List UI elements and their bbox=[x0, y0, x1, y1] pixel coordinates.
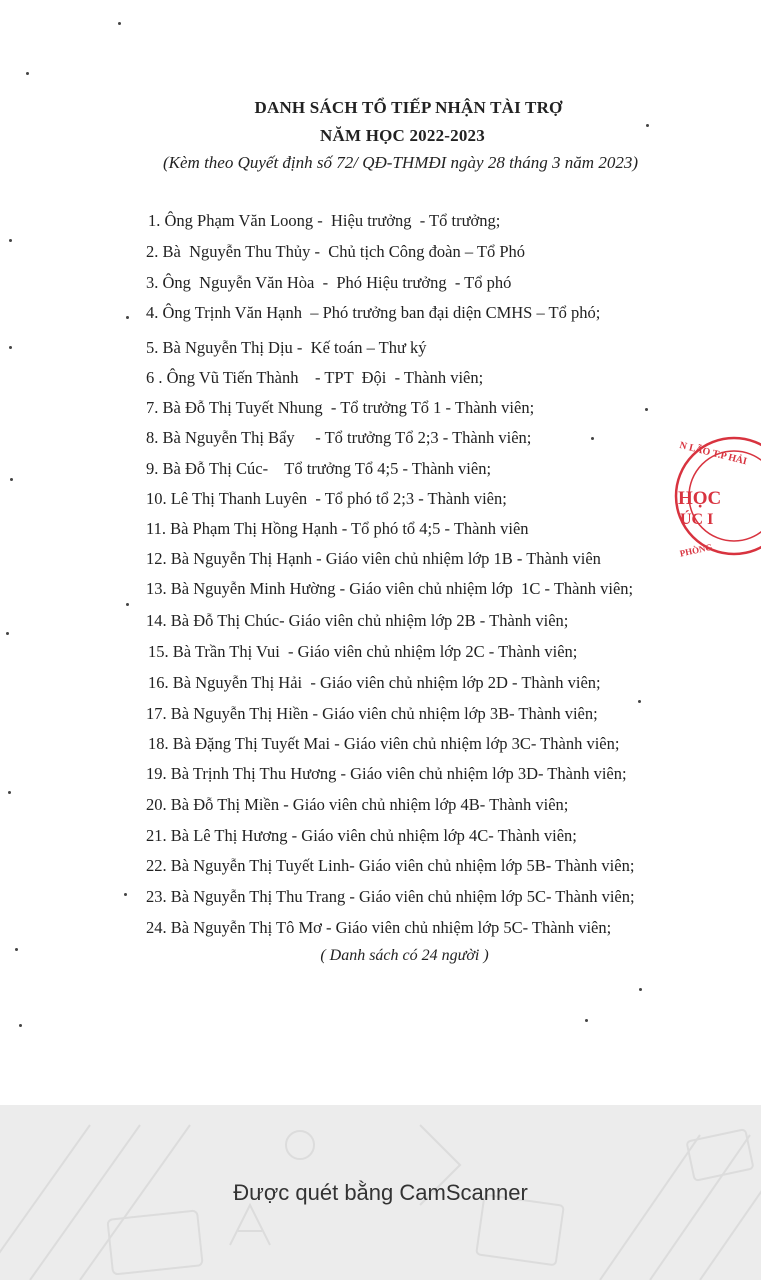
list-item: 8. Bà Nguyễn Thị Bẩy - Tổ trưởng Tổ 2;3 - Thành viên; bbox=[146, 428, 532, 447]
school-year-title: NĂM HỌC 2022-2023 bbox=[320, 126, 485, 145]
list-item: 12. Bà Nguyễn Thị Hạnh - Giáo viên chủ nhiệm lớp 1B - Thành viên bbox=[146, 549, 601, 568]
scan-speck bbox=[6, 632, 9, 635]
list-item: 13. Bà Nguyễn Minh Hường - Giáo viên chủ nhiệm lớp 1C - Thành viên; bbox=[146, 579, 634, 598]
scan-speck bbox=[126, 603, 129, 606]
stamp-seal bbox=[672, 434, 761, 564]
list-item: 1. Ông Phạm Văn Loong - Hiệu trưởng - Tổ trưởng; bbox=[148, 211, 501, 230]
list-item: 16. Bà Nguyễn Thị Hải - Giáo viên chủ nhiệm lớp 2D - Thành viên; bbox=[148, 673, 601, 692]
scan-speck bbox=[9, 346, 12, 349]
scan-speck bbox=[646, 124, 649, 127]
stamp-text-top: N LÃO T.P HẢI bbox=[678, 440, 748, 468]
list-item: 3. Ông Nguyễn Văn Hòa - Phó Hiệu trưởng - Tổ phó bbox=[146, 273, 512, 292]
stamp-text-bottom: PHÒNG bbox=[678, 541, 714, 559]
list-item: 20. Bà Đỗ Thị Miền - Giáo viên chủ nhiệm lớp 4B- Thành viên; bbox=[146, 795, 569, 814]
scan-speck bbox=[645, 408, 648, 411]
scan-speck bbox=[8, 791, 11, 794]
list-item: 7. Bà Đỗ Thị Tuyết Nhung - Tổ trưởng Tổ 1 - Thành viên; bbox=[146, 398, 535, 417]
list-item: 24. Bà Nguyễn Thị Tô Mơ - Giáo viên chủ nhiệm lớp 5C- Thành viên; bbox=[146, 918, 612, 937]
scan-speck bbox=[10, 478, 13, 481]
stamp-text-sub: ÚC I bbox=[680, 511, 714, 528]
count-note: ( Danh sách có 24 người ) bbox=[320, 947, 489, 964]
list-item: 6 . Ông Vũ Tiến Thành - TPT Đội - Thành viên; bbox=[146, 368, 484, 387]
scan-speck bbox=[118, 22, 121, 25]
list-item: 19. Bà Trịnh Thị Thu Hương - Giáo viên chủ nhiệm lớp 3D- Thành viên; bbox=[146, 764, 627, 783]
scan-speck bbox=[126, 316, 129, 319]
list-item: 9. Bà Đỗ Thị Cúc- Tổ trưởng Tổ 4;5 - Thành viên; bbox=[146, 459, 492, 478]
scan-speck bbox=[19, 1024, 22, 1027]
list-item: 23. Bà Nguyễn Thị Thu Trang - Giáo viên chủ nhiệm lớp 5C- Thành viên; bbox=[146, 887, 635, 906]
list-item: 14. Bà Đỗ Thị Chúc- Giáo viên chủ nhiệm lớp 2B - Thành viên; bbox=[146, 611, 569, 630]
official-stamp bbox=[672, 434, 761, 564]
stamp-text-mid: HỌC bbox=[678, 488, 722, 509]
list-item: 22. Bà Nguyễn Thị Tuyết Linh- Giáo viên chủ nhiệm lớp 5B- Thành viên; bbox=[146, 856, 635, 875]
scan-speck bbox=[585, 1019, 588, 1022]
list-item: 15. Bà Trần Thị Vui - Giáo viên chủ nhiệm lớp 2C - Thành viên; bbox=[148, 642, 578, 661]
scan-speck bbox=[591, 437, 594, 440]
scan-speck bbox=[639, 988, 642, 991]
document-title: DANH SÁCH TỔ TIẾP NHẬN TÀI TRỢ bbox=[254, 98, 563, 117]
list-item: 10. Lê Thị Thanh Luyên - Tổ phó tổ 2;3 - Thành viên; bbox=[146, 489, 507, 508]
list-item: 5. Bà Nguyễn Thị Dịu - Kế toán – Thư ký bbox=[146, 338, 427, 357]
scan-speck bbox=[124, 893, 127, 896]
camscanner-brand: Được quét bằng CamScanner bbox=[233, 1180, 528, 1205]
decision-reference: (Kèm theo Quyết định số 72/ QĐ-THMĐI ngày 28 tháng 3 năm 2023) bbox=[163, 153, 638, 172]
list-item: 4. Ông Trịnh Văn Hạnh – Phó trưởng ban đại diện CMHS – Tổ phó; bbox=[146, 303, 601, 322]
scan-speck bbox=[26, 72, 29, 75]
list-item: 2. Bà Nguyễn Thu Thủy - Chủ tịch Công đoàn – Tổ Phó bbox=[146, 242, 526, 261]
scan-speck bbox=[9, 239, 12, 242]
scan-speck bbox=[15, 948, 18, 951]
list-item: 17. Bà Nguyễn Thị Hiền - Giáo viên chủ nhiệm lớp 3B- Thành viên; bbox=[146, 704, 598, 723]
scan-speck bbox=[638, 700, 641, 703]
list-item: 11. Bà Phạm Thị Hồng Hạnh - Tổ phó tổ 4;5 - Thành viên bbox=[146, 519, 529, 538]
list-item: 21. Bà Lê Thị Hương - Giáo viên chủ nhiệm lớp 4C- Thành viên; bbox=[146, 826, 577, 845]
list-item: 18. Bà Đặng Thị Tuyết Mai - Giáo viên chủ nhiệm lớp 3C- Thành viên; bbox=[148, 734, 620, 753]
